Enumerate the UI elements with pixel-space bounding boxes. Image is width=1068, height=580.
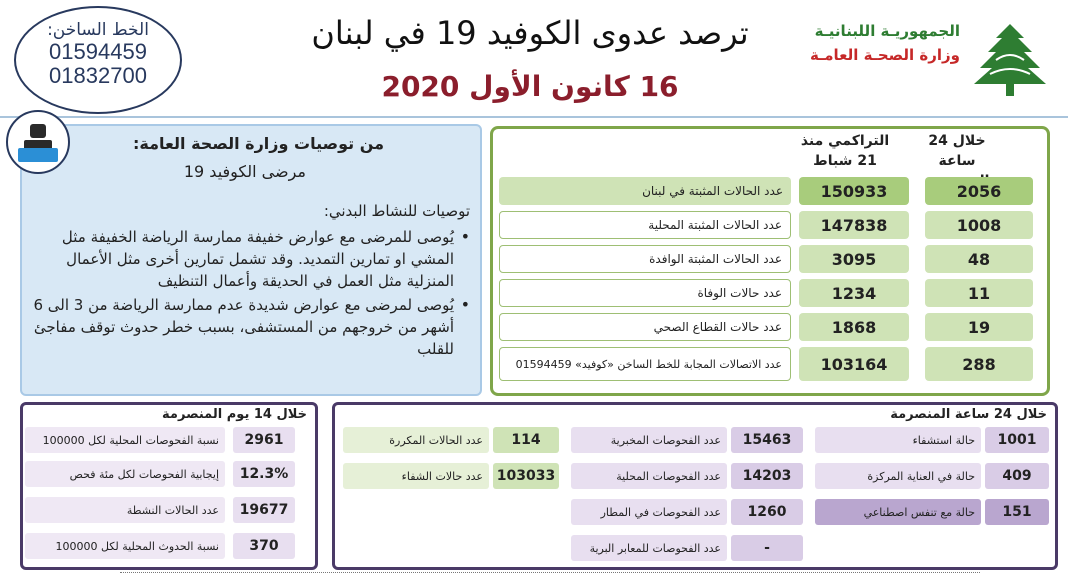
reco-bullet: • يُوصى لمرضى مع عوارض شديدة عدم ممارسة الرياضة من 3 الى 6 أشهر من خروجهم من المستشفى، بسبب خطر حدوث توقف مفاجئ للقلب [32, 294, 472, 360]
reco-subheading: مرضى الكوفيد 19 [183, 162, 306, 181]
col-header-cumulative: التراكمي منذ 21 شباط [800, 133, 890, 169]
hospital-label: حالة استشفاء [815, 427, 981, 453]
row-label: عدد حالات الوفاة [499, 279, 791, 307]
reco-bullet: • يُوصى للمرضى مع عوارض خفيفة ممارسة الرياضة الخفيفة مثل المشي او تمارين التمديد. وقد تشمل تمارين أخرى مثل الأعمال المنزلية مثل العمل في الحديقة وأعمال التنظيف [32, 226, 472, 292]
last-24-hours-panel [332, 402, 1058, 570]
reco-list [32, 226, 472, 362]
cases-value: 103033 [493, 463, 559, 489]
stat-label: نسبة الحدوث المحلية لكل 100000 [25, 533, 225, 559]
cedar-logo-icon [966, 20, 1054, 100]
person-icon [6, 110, 70, 174]
day-value: 288 [925, 347, 1033, 381]
table-row [493, 177, 1053, 205]
day-value: 2056 [925, 177, 1033, 205]
hotline-badge [14, 6, 182, 114]
cases-label: عدد حالات الشفاء [343, 463, 489, 489]
table-row [493, 211, 1053, 239]
cum-value: 147838 [799, 211, 909, 239]
footer-divider [120, 572, 980, 578]
panel-title: خلال 24 ساعة المنصرمة [890, 407, 1047, 422]
stat-label: إيجابية الفحوصات لكل مئة فحص [25, 461, 225, 487]
reco-section-title: توصيات للنشاط البدني: [323, 202, 470, 220]
day-value: 19 [925, 313, 1033, 341]
table-row [493, 347, 1053, 381]
cum-value: 1868 [799, 313, 909, 341]
table-row [493, 279, 1053, 307]
ministry-name [780, 22, 960, 64]
stat-value: 19677 [233, 497, 295, 523]
row-label: عدد الحالات المثبتة المحلية [499, 211, 791, 239]
list-item [23, 427, 313, 453]
row-label: عدد الاتصالات المجابة للخط الساخن «كوفيد» 01594459 [499, 347, 791, 381]
list-item [23, 461, 313, 487]
col-header-24h: خلال 24 ساعة [928, 133, 986, 169]
cum-value: 150933 [799, 177, 909, 205]
day-value: 1008 [925, 211, 1033, 239]
hospital-value: 1001 [985, 427, 1049, 453]
report-date: 16 كانون الأول 2020 [381, 70, 679, 103]
stat-value: 12.3% [233, 461, 295, 487]
stat-value: 2961 [233, 427, 295, 453]
table-row [493, 313, 1053, 341]
cum-value: 1234 [799, 279, 909, 307]
stat-label: عدد الحالات النشطة [25, 497, 225, 523]
tests-value: - [731, 535, 803, 561]
row-label: عدد الحالات المثبتة في لبنان [499, 177, 791, 205]
tests-value: 14203 [731, 463, 803, 489]
tests-value: 1260 [731, 499, 803, 525]
tests-value: 15463 [731, 427, 803, 453]
last-14-days-panel [20, 402, 318, 570]
header-divider [0, 116, 1068, 118]
cases-value: 114 [493, 427, 559, 453]
tests-label: عدد الفحوصات المحلية [571, 463, 727, 489]
cumulative-panel [490, 126, 1050, 396]
row-label: عدد الحالات المثبتة الوافدة [499, 245, 791, 273]
recommendations-panel [20, 124, 482, 396]
list-item [23, 497, 313, 523]
day-value: 48 [925, 245, 1033, 273]
tests-label: عدد الفحوصات المخبرية [571, 427, 727, 453]
stat-value: 370 [233, 533, 295, 559]
table-row [493, 245, 1053, 273]
day-value: 11 [925, 279, 1033, 307]
page-title: ترصد عدوى الكوفيد 19 في لبنان [311, 14, 749, 52]
hospital-value: 151 [985, 499, 1049, 525]
tests-label: عدد الفحوصات للمعابر البرية [571, 535, 727, 561]
hospital-label: حالة في العناية المركزة [815, 463, 981, 489]
hotline-title: الخط الساخن: [47, 20, 149, 40]
reco-heading: من توصيات وزارة الصحة العامة: [132, 134, 384, 153]
list-item [23, 533, 313, 559]
cases-label: عدد الحالات المكررة [343, 427, 489, 453]
hospital-value: 409 [985, 463, 1049, 489]
cum-value: 103164 [799, 347, 909, 381]
panel-title: خلال 14 يوم المنصرمة [162, 407, 307, 422]
tests-label: عدد الفحوصات في المطار [571, 499, 727, 525]
hotline-number-2: 01832700 [49, 63, 147, 88]
stat-label: نسبة الفحوصات المحلية لكل 100000 [25, 427, 225, 453]
hospital-label: حالة مع تنفس اصطناعي [815, 499, 981, 525]
republic-label: الجمهوريـة اللبنانيـة [814, 22, 960, 40]
hotline-number-1: 01594459 [49, 39, 147, 64]
cum-value: 3095 [799, 245, 909, 273]
ministry-label: وزارة الصحـة العامـة [809, 46, 960, 64]
row-label: عدد حالات القطاع الصحي [499, 313, 791, 341]
